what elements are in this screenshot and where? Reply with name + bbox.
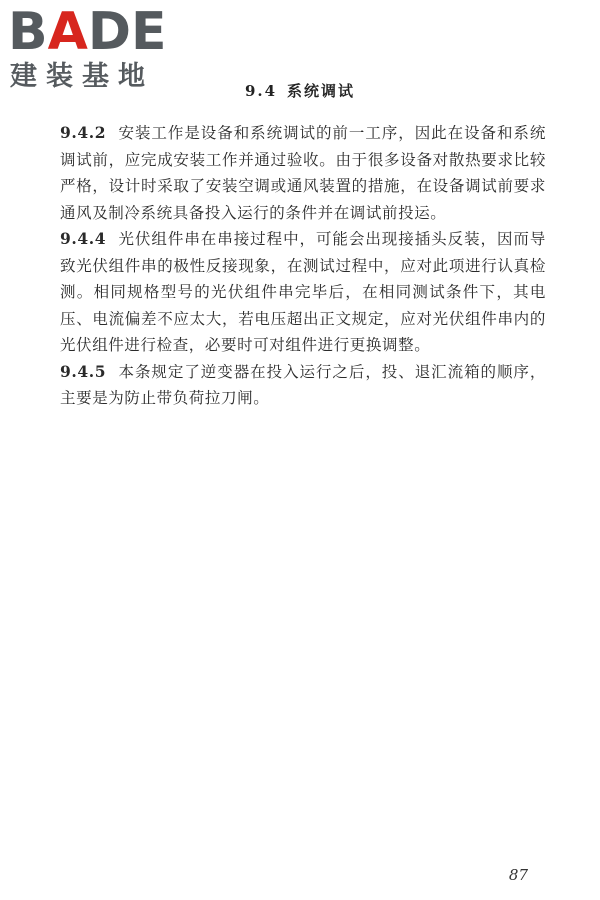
section-title: 系统调试: [287, 82, 356, 100]
clause-text: 本条规定了逆变器在投入运行之后，投、退汇流箱的顺序，主要是为防止带负荷拉刀闸。: [60, 362, 546, 407]
clause-paragraph: [60, 226, 546, 359]
section-heading: [0, 80, 600, 101]
section-number: 9.4: [244, 82, 278, 100]
logo-letter-b: B: [8, 2, 48, 62]
logo-chinese-name: 建装基地: [10, 61, 154, 92]
clause-number: 9.4.2: [60, 123, 107, 142]
logo-wordmark: [8, 2, 167, 62]
clause-text: 安装工作是设备和系统调试的前一工序，因此在设备和系统调试前，应完成安装工作并通过验收。由于很多设备对散热要求比较严格，设计时采取了安装空调或通风装置的措施，在设备调试前要求通风及制冷系统具备投入运行的条件并在调试前投运。: [60, 124, 546, 222]
page-body: [60, 120, 546, 412]
clause-text: 光伏组件串在串接过程中，可能会出现接插头反装，因而导致光伏组件串的极性反接现象，在测试过程中，应对此项进行认真检测。相同规格型号的光伏组件串完毕后，在相同测试条件下，其电压、电流偏差不应太大，若电压超出正文规定，应对光伏组件串内的光伏组件进行检查，必要时可对组件进行更换调整。: [60, 230, 546, 354]
clause-paragraph: [60, 120, 546, 226]
page-number: 87: [508, 866, 528, 884]
clause-number: 9.4.4: [60, 229, 107, 248]
logo-letters-de: DE: [87, 2, 167, 62]
logo-letter-a: A: [47, 2, 88, 62]
clause-number: 9.4.5: [60, 361, 107, 381]
clause-paragraph: [60, 359, 546, 412]
